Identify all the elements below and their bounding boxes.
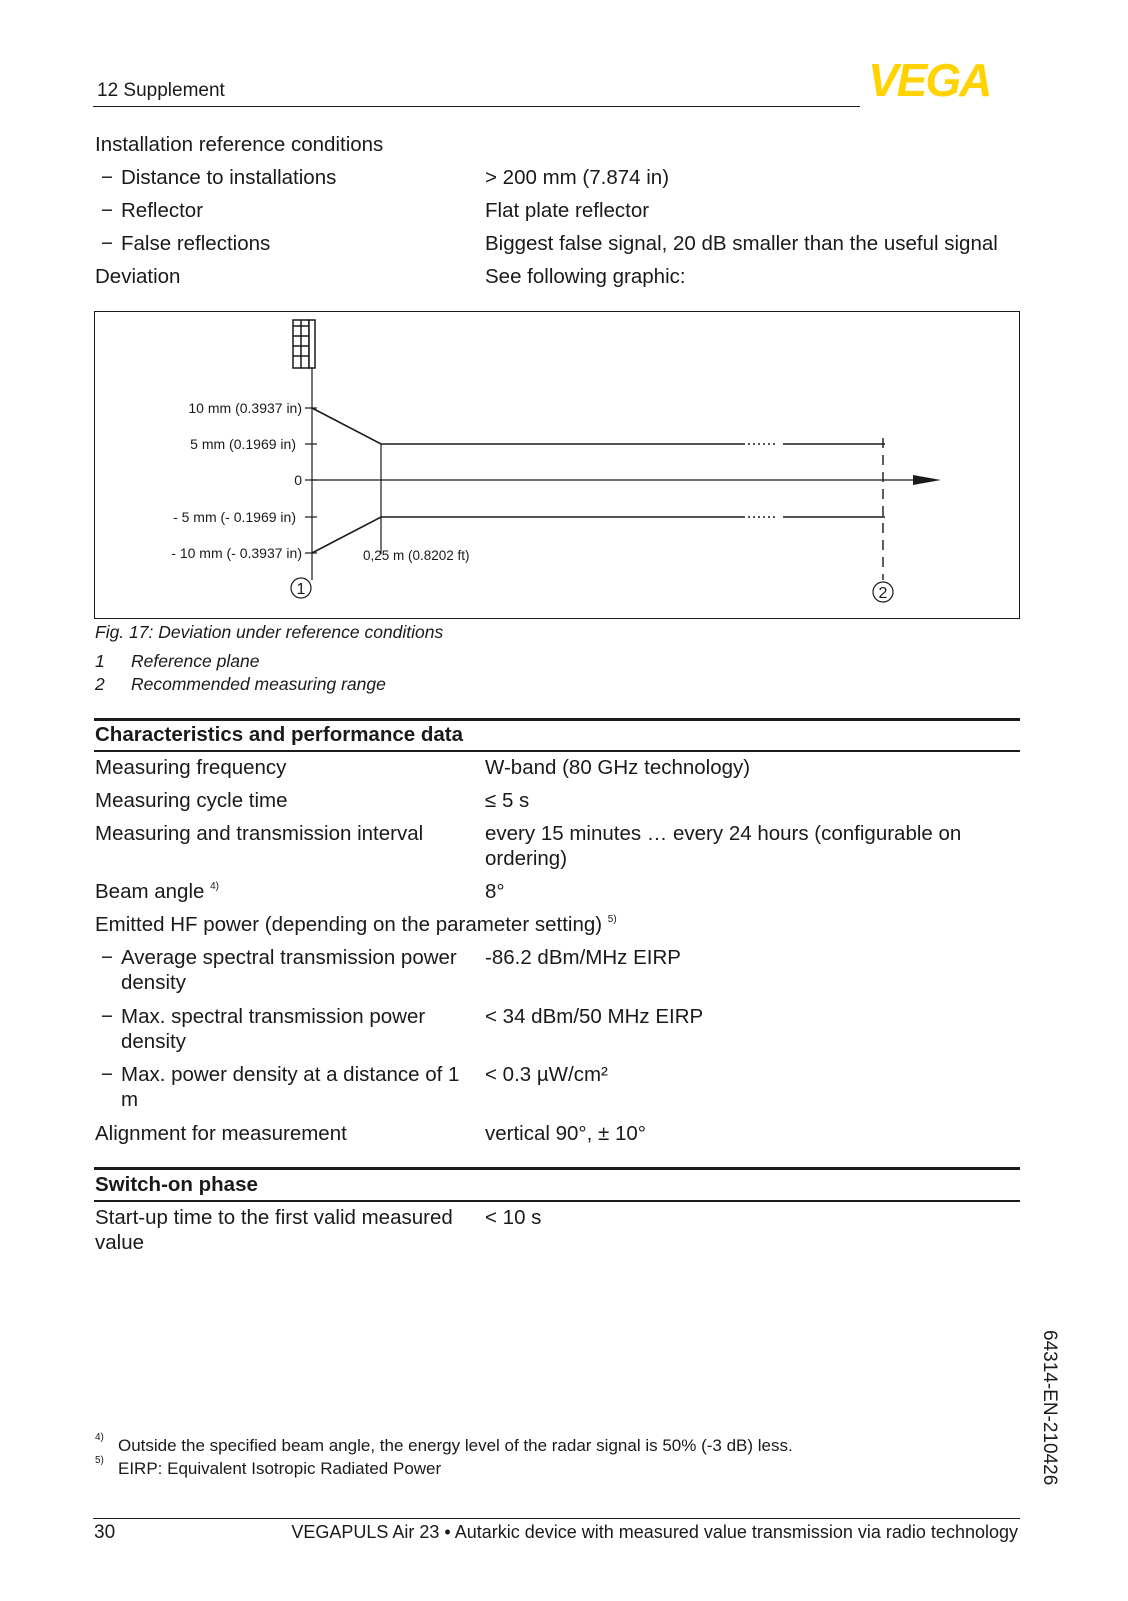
footnote-mark: 4) — [95, 1432, 104, 1443]
section-rule-bottom — [94, 1200, 1020, 1202]
callout-2-label: 2 — [878, 585, 888, 602]
antenna-icon — [293, 320, 315, 368]
footnote-ref: 4) — [210, 881, 220, 892]
install-value: Flat plate reflector — [485, 199, 650, 222]
perf-label: Beam angle $^{4)}$ — [95, 880, 220, 903]
footnote-text: Outside the specified beam angle, the energy level of the radar signal is 50% (-3 dB) less. — [118, 1436, 793, 1455]
hf-label: − Average spectral transmission power density — [101, 946, 457, 994]
y-tick-label: - 10 mm (- 0.3937 in) — [171, 545, 302, 561]
axis-arrow-icon — [913, 475, 941, 485]
legend-text: Recommended measuring range — [131, 674, 386, 694]
footnote — [95, 1455, 995, 1481]
callout-2 — [873, 582, 893, 602]
hf-value: < 0.3 µW/cm² — [485, 1063, 608, 1086]
footnote-ref: 5) — [607, 914, 617, 925]
perf-label: Measuring cycle time — [95, 789, 288, 812]
dash-bullet: − — [101, 166, 113, 189]
hf-heading: Emitted HF power (depending on the parameter setting) $^{5)}$ — [95, 913, 617, 936]
section-title: Switch-on phase — [95, 1173, 258, 1196]
section-title: Characteristics and performance data — [95, 723, 463, 746]
dash-bullet: − — [101, 232, 113, 255]
footnote-mark: 5) — [95, 1455, 104, 1466]
footer-divider — [93, 1518, 1020, 1519]
install-label: − False reflections — [101, 232, 271, 255]
header-divider — [93, 106, 860, 107]
dash-bullet: − — [101, 1063, 113, 1086]
install-value: Biggest false signal, 20 dB smaller than the useful signal — [485, 232, 998, 255]
section-rule-bottom — [94, 750, 1020, 752]
footer-title: VEGAPULS Air 23 • Autarkic device with measured value transmission via radio technology — [291, 1522, 1018, 1542]
y-tick-label: 10 mm (0.3937 in) — [188, 400, 302, 416]
deviation-diagram — [95, 312, 1019, 618]
perf-label: Measuring frequency — [95, 756, 287, 779]
legend-item — [95, 651, 495, 673]
hf-value: < 34 dBm/50 MHz EIRP — [485, 1005, 704, 1028]
perf-value: 8° — [485, 880, 505, 903]
legend-item — [95, 674, 495, 696]
figure-caption: Fig. 17: Deviation under reference conditions — [95, 622, 444, 642]
install-label: − Reflector — [101, 199, 204, 222]
callout-1 — [291, 578, 311, 598]
deviation-figure — [94, 311, 1020, 619]
perf-value: every 15 minutes … every 24 hours (configurable on ordering) — [485, 822, 962, 870]
hf-label: − Max. power density at a distance of 1 m — [101, 1063, 460, 1111]
dash-bullet: − — [101, 946, 113, 969]
section-rule-top — [94, 718, 1020, 721]
hf-label: − Max. spectral transmission power density — [101, 1005, 426, 1053]
legend-number: 1 — [95, 651, 105, 671]
footnote-text: EIRP: Equivalent Isotropic Radiated Power — [118, 1459, 442, 1478]
section-rule-top — [94, 1167, 1020, 1170]
y-tick-label: - 5 mm (- 0.1969 in) — [173, 509, 296, 525]
vega-logo — [868, 58, 1013, 108]
perf-label: Alignment for measurement — [95, 1122, 347, 1145]
distance-marker-label: 0,25 m (0.8202 ft) — [363, 548, 470, 563]
perf-value: W-band (80 GHz technology) — [485, 756, 751, 779]
svg-text:VEGA: VEGA — [868, 58, 991, 102]
switch-on-value: < 10 s — [485, 1206, 542, 1229]
deviation-value: See following graphic: — [485, 265, 686, 288]
perf-label: Measuring and transmission interval — [95, 822, 424, 845]
legend-number: 2 — [95, 674, 105, 694]
page-number: 30 — [94, 1522, 116, 1543]
install-value: > 200 mm (7.874 in) — [485, 166, 670, 189]
y-tick-label: 0 — [294, 472, 302, 488]
document-id: 64314-EN-210426 — [1039, 1330, 1060, 1486]
dash-bullet: − — [101, 199, 113, 222]
perf-value: vertical 90°, ± 10° — [485, 1122, 646, 1145]
section-header: 12 Supplement — [97, 80, 225, 101]
legend-text: Reference plane — [131, 651, 260, 671]
install-heading: Installation reference conditions — [95, 133, 384, 156]
dash-bullet: − — [101, 1005, 113, 1028]
deviation-label: Deviation — [95, 265, 181, 288]
hf-value: -86.2 dBm/MHz EIRP — [485, 946, 681, 969]
switch-on-label: Start-up time to the first valid measured value — [95, 1206, 453, 1254]
callout-1-label: 1 — [296, 581, 306, 598]
y-tick-label: 5 mm (0.1969 in) — [190, 436, 296, 452]
upper-deviation-line — [312, 408, 743, 444]
vega-logo-graphic — [868, 58, 1013, 102]
footnote — [95, 1432, 995, 1458]
install-label: − Distance to installations — [101, 166, 337, 189]
perf-value: ≤ 5 s — [485, 789, 530, 812]
